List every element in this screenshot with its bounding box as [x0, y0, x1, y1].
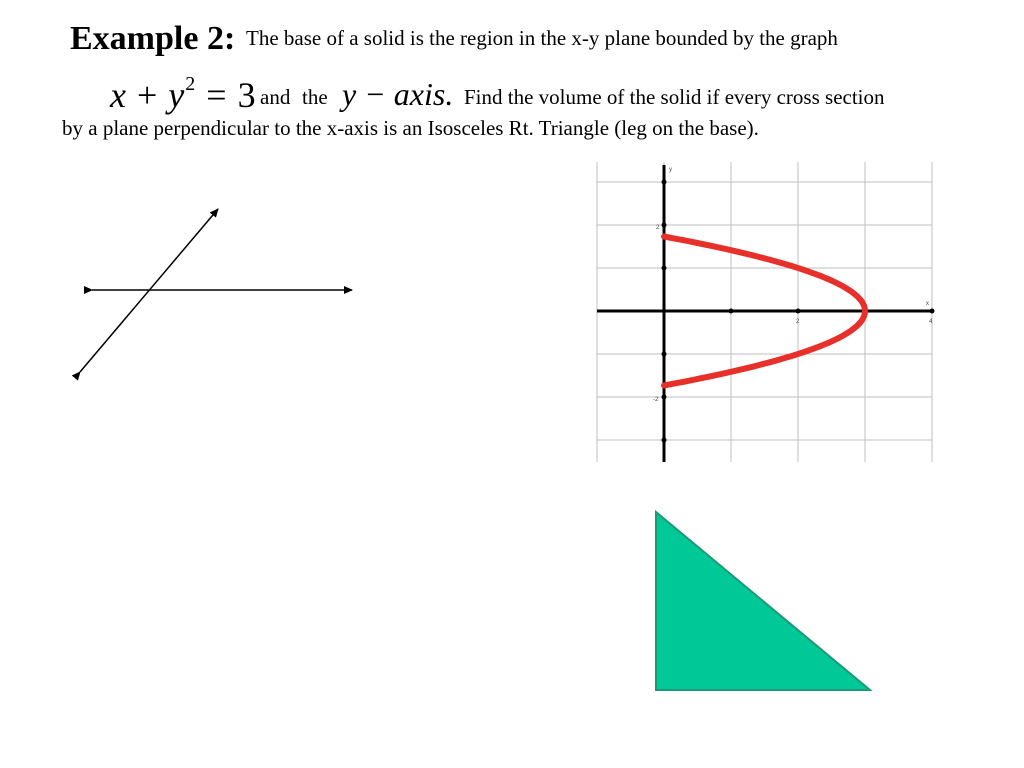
y-axis-expression: y − axis.	[342, 76, 454, 112]
isosceles-right-triangle	[656, 512, 870, 690]
y-axis-tick	[662, 438, 667, 443]
eq-plus: +	[136, 75, 159, 115]
problem-line-2: Find the volume of the solid if every cross section	[464, 85, 885, 109]
x-axis-tick	[930, 309, 935, 314]
x-tick-label-2: 2	[796, 319, 800, 325]
y-axis-tick	[662, 352, 667, 357]
x-axis-tick	[729, 309, 734, 314]
y-tick-label-2: 2	[656, 225, 660, 231]
y-axis-tick	[662, 180, 667, 185]
parabola-graph	[597, 162, 935, 462]
y-axis-tick	[662, 266, 667, 271]
problem-line-3: by a plane perpendicular to the x-axis is an Isosceles Rt. Triangle (leg on the base).	[62, 116, 759, 140]
y-tick-label-neg2: -2	[653, 397, 659, 403]
eq-x: x	[110, 75, 127, 115]
y-axis-tick	[662, 395, 667, 400]
x-axis-tick	[796, 309, 801, 314]
crossing-lines-sketch	[80, 209, 352, 372]
eq-exponent: 2	[185, 73, 197, 95]
x-axis-label: x	[926, 301, 929, 307]
problem-line-1: The base of a solid is the region in the x-y plane bounded by the graph	[246, 26, 838, 50]
the-word: the	[302, 85, 328, 109]
eq-y: y	[168, 75, 186, 115]
y-axis-label: y	[669, 167, 672, 173]
eq-rhs: 3	[237, 75, 257, 115]
and-word: and	[260, 85, 291, 109]
x-tick-label-4: 4	[929, 319, 933, 325]
example-title: Example 2:	[70, 20, 236, 57]
eq-equals: =	[206, 75, 228, 115]
y-axis-tick	[662, 223, 667, 228]
